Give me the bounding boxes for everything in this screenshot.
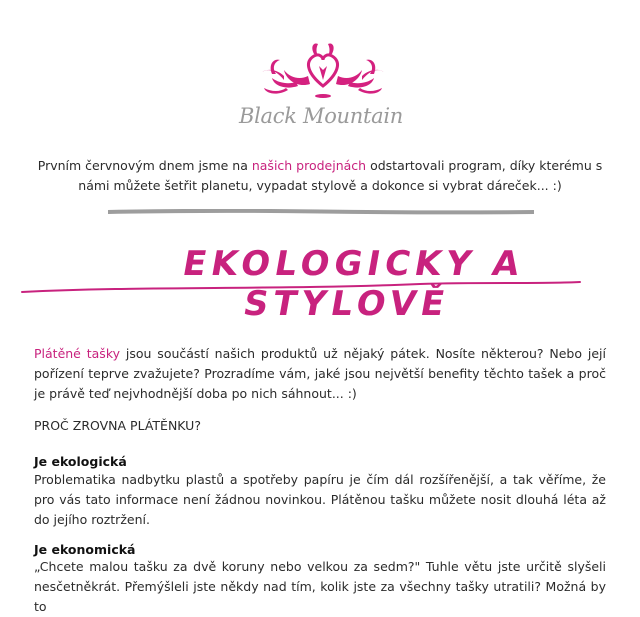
intro-text-before: Prvním červnovým dnem jsme na (37, 158, 252, 173)
stores-link[interactable]: našich prodejnách (251, 158, 367, 173)
lotus-ornament-icon (228, 40, 418, 110)
title-banner (20, 232, 620, 324)
intro-article-paragraph (34, 344, 606, 404)
brand-name: Black Mountain (238, 104, 404, 128)
heading-ecological: Je ekologická (34, 454, 127, 469)
intro-text-after: odstartovali program, díky kterému s námi můžete šetřit planetu, vypadat stylově a dokonce si vybrat dáreček... :) (78, 158, 603, 193)
banner-title: EKOLOGICKY A STYLOVĚ (179, 244, 528, 324)
paragraph-text: jsou součástí našich produktů už nějaký pátek. Nosíte některou? Nebo její pořízení teprve zvažujete? Prozradíme vám, jaké jsou největší benefity těchto tašek a proč je právě teď nejvhodnější doba po nich sáhnout... :) (34, 346, 606, 401)
paragraph-ecological: Problematika nadbytku plastů a spotřeby papíru je čím dál rozšířenější, a tak věříme, že pro vás tato informace není žádnou novinkou. Plátěnou tašku můžete nosit dlouhá léta až do jejího roztržení. (34, 472, 606, 527)
heading-economical: Je ekonomická (34, 542, 136, 557)
brush-divider (108, 209, 534, 215)
paragraph-economical: „Chcete malou tašku za dvě koruny nebo velkou za sedm?" Tuhle větu jste určitě slyšeli nesčetněkrát. Přemýšleli jste někdy nad tím, kolik jste za všechny tašky utratili? Možná by to (34, 559, 606, 614)
intro-paragraph (30, 156, 610, 196)
section-question: PROČ ZROVNA PLÁTĚNKU? (34, 418, 201, 433)
canvas-bags-link[interactable]: Plátěné tašky (34, 346, 121, 361)
